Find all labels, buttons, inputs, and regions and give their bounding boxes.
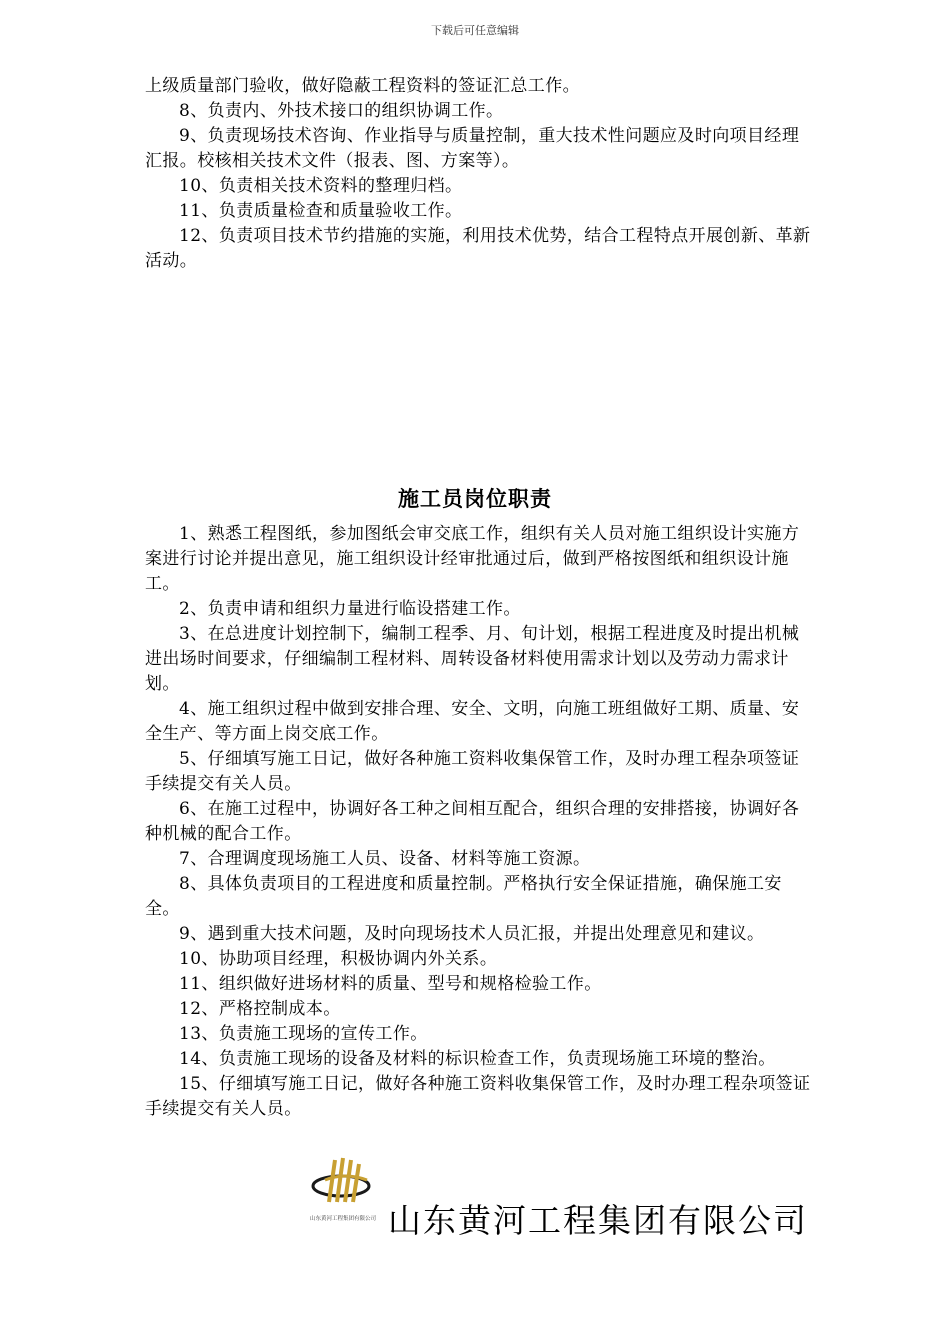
paragraph: 10、协助项目经理，积极协调内外关系。: [179, 949, 498, 969]
logo-mark-icon: [313, 1158, 369, 1202]
section-technical-duties: [145, 74, 811, 274]
paragraph: 11、负责质量检查和质量验收工作。: [179, 201, 463, 221]
company-name: 山东黄河工程集团有限公司: [388, 1201, 808, 1240]
paragraph: 6、在施工过程中，协调好各工种之间相互配合，组织合理的安排搭接，协调好各种机械的配合工作。: [145, 799, 800, 844]
paragraph: 3、在总进度计划控制下，编制工程季、月、旬计划，根据工程进度及时提出机械进出场时间要求，仔细编制工程材料、周转设备材料使用需求计划以及劳动力需求计划。: [145, 624, 800, 694]
paragraph: 11、组织做好进场材料的质量、型号和规格检验工作。: [179, 974, 602, 994]
paragraph: 8、具体负责项目的工程进度和质量控制。严格执行安全保证措施，确保施工安全。: [145, 874, 782, 919]
paragraph: 14、负责施工现场的设备及材料的标识检查工作，负责现场施工环境的整治。: [179, 1049, 776, 1069]
paragraph: 7、合理调度现场施工人员、设备、材料等施工资源。: [179, 849, 591, 869]
paragraph: 5、仔细填写施工日记，做好各种施工资料收集保管工作，及时办理工程杂项签证手续提交有关人员。: [145, 749, 800, 794]
paragraph: 4、施工组织过程中做到安排合理、安全、文明，向施工班组做好工期、质量、安全生产、等方面上岗交底工作。: [145, 699, 800, 744]
section-construction-duties: [145, 522, 811, 1122]
paragraph: 13、负责施工现场的宣传工作。: [179, 1024, 428, 1044]
paragraph: 1、熟悉工程图纸，参加图纸会审交底工作，组织有关人员对施工组织设计实施方案进行讨论并提出意见，施工组织设计经审批通过后，做到严格按图纸和组织设计施工。: [145, 524, 800, 594]
section-title: 施工员岗位职责: [398, 486, 552, 511]
paragraph: 9、负责现场技术咨询、作业指导与质量控制，重大技术性问题应及时向项目经理汇报。校核相关技术文件（报表、图、方案等）。: [145, 126, 800, 171]
paragraph: 15、仔细填写施工日记，做好各种施工资料收集保管工作，及时办理工程杂项签证手续提交有关人员。: [145, 1074, 811, 1119]
paragraph: 10、负责相关技术资料的整理归档。: [179, 176, 463, 196]
header-note: 下载后可任意编辑: [431, 24, 519, 37]
paragraph: 12、负责项目技术节约措施的实施，利用技术优势，结合工程特点开展创新、革新活动。: [145, 226, 811, 271]
paragraph: 8、负责内、外技术接口的组织协调工作。: [179, 101, 504, 121]
paragraph: 9、遇到重大技术问题，及时向现场技术人员汇报，并提出处理意见和建议。: [179, 924, 765, 944]
company-logo: [305, 1150, 385, 1228]
logo-caption: 山东黄河工程集团有限公司: [309, 1216, 377, 1222]
paragraph: 上级质量部门验收，做好隐蔽工程资料的签证汇总工作。: [145, 76, 580, 96]
paragraph: 2、负责申请和组织力量进行临设搭建工作。: [179, 599, 521, 619]
paragraph: 12、严格控制成本。: [179, 999, 341, 1019]
